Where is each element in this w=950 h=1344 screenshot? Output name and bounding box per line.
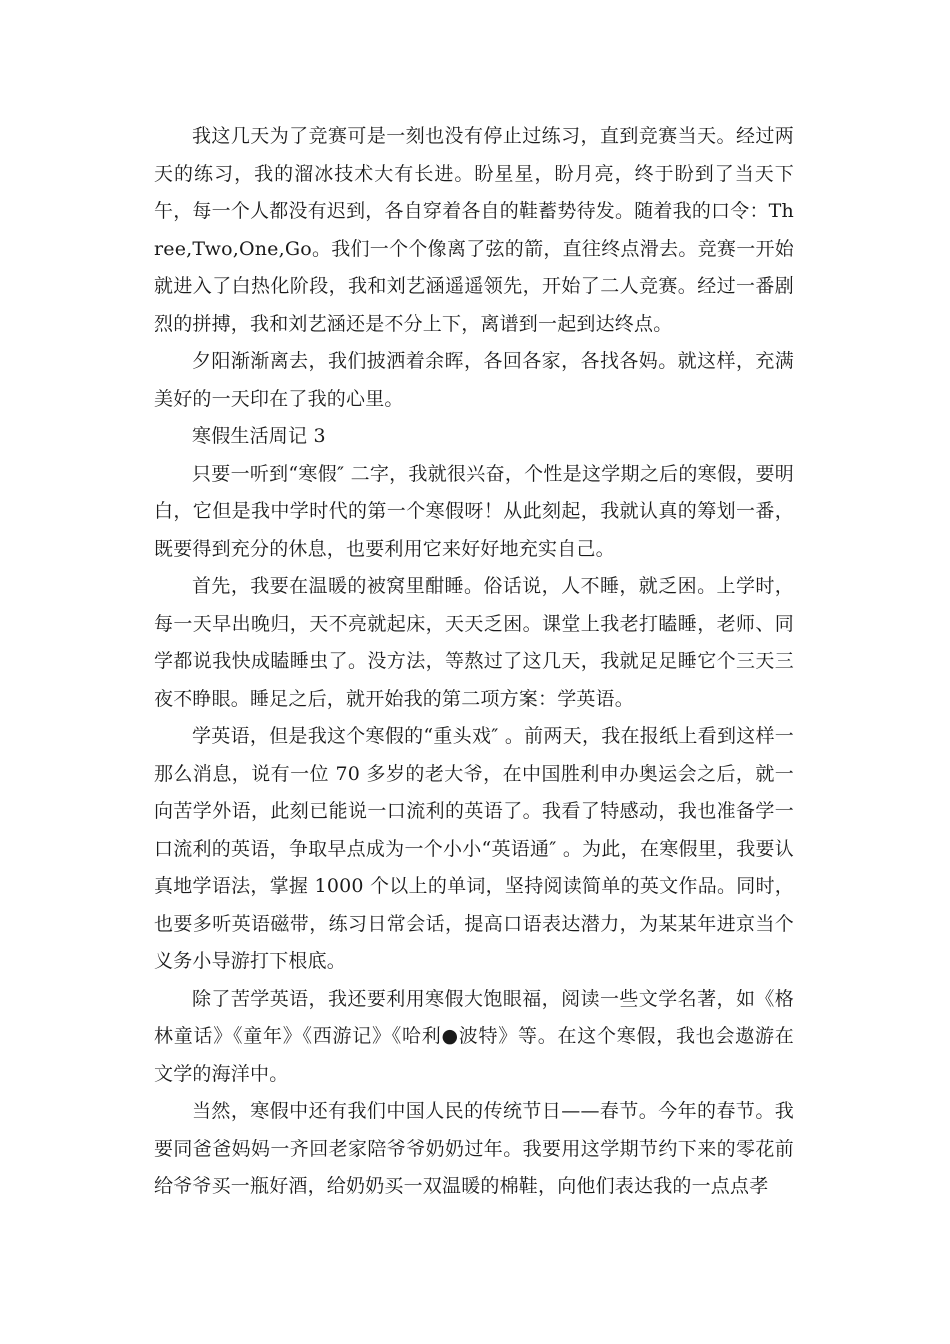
paragraph-skating-race: 我这几天为了竞赛可是一刻也没有停止过练习，直到竞赛当天。经过两天的练习，我的溜冰技术大有长进。盼星星，盼月亮，终于盼到了当天下午，每一个人都没有迟到，各自穿着各自的鞋蓄势待发。随着我的口令：Three,Two,One,Go。我们一个个像离了弦的箭，直往终点滑去。竞赛一开始就进入了白热化阶段，我和刘艺涵遥遥领先，开始了二人竞赛。经过一番剧烈的拼搏，我和刘艺涵还是不分上下，离谱到一起到达终点。 — [154, 125, 794, 335]
paragraph-reading-plan: 除了苦学英语，我还要利用寒假大饱眼福，阅读一些文学名著，如《格林童话》《童年》《西游记》《哈利●波特》等。在这个寒假，我也会遨游在文学的海洋中。 — [154, 987, 794, 1085]
paragraph-english-plan: 学英语，但是我这个寒假的“重头戏″ 。前两天，我在报纸上看到这样一那么消息，说有一位 70 多岁的老大爷，在中国胜利申办奥运会之后，就一向苦学外语，此刻已能说一口流利的英语了。我看了特感动，我也准备学一口流利的英语，争取早点成为一个小小“英语通″ 。为此，在寒假里，我要认真地学语法，掌握 1000 个以上的单词，坚持阅读简单的英文作品。同时，也要多听英语磁带，练习日常会话，提高口语表达潜力，为某某年进京当个义务小导游打下根底。 — [154, 725, 794, 972]
document-body — [154, 118, 794, 1206]
paragraph-sleep-plan: 首先，我要在温暖的被窝里酣睡。俗话说，人不睡，就乏困。上学时，每一天早出晚归，天不亮就起床，天天乏困。课堂上我老打瞌睡，老师、同学都说我快成瞌睡虫了。没方法，等熬过了这几天，我就足足睡它个三天三夜不睁眼。睡足之后，就开始我的第二项方案：学英语。 — [154, 575, 794, 710]
section-title: 寒假生活周记 3 — [192, 425, 326, 447]
paragraph-sunset: 夕阳渐渐离去，我们披洒着余晖，各回各家，各找各妈。就这样，充满美好的一天印在了我的心里。 — [154, 350, 794, 410]
paragraph-spring-festival: 当然，寒假中还有我们中国人民的传统节日——春节。今年的春节。我要同爸爸妈妈一齐回老家陪爷爷奶奶过年。我要用这学期节约下来的零花前给爷爷买一瓶好酒，给奶奶买一双温暖的棉鞋，向他们表达我的一点点孝 — [154, 1100, 794, 1197]
paragraph-winter-break-intro: 只要一听到“寒假″ 二字，我就很兴奋，个性是这学期之后的寒假，要明白，它但是我中学时代的第一个寒假呀！从此刻起，我就认真的筹划一番，既要得到充分的休息，也要利用它来好好地充实自己。 — [154, 462, 794, 560]
